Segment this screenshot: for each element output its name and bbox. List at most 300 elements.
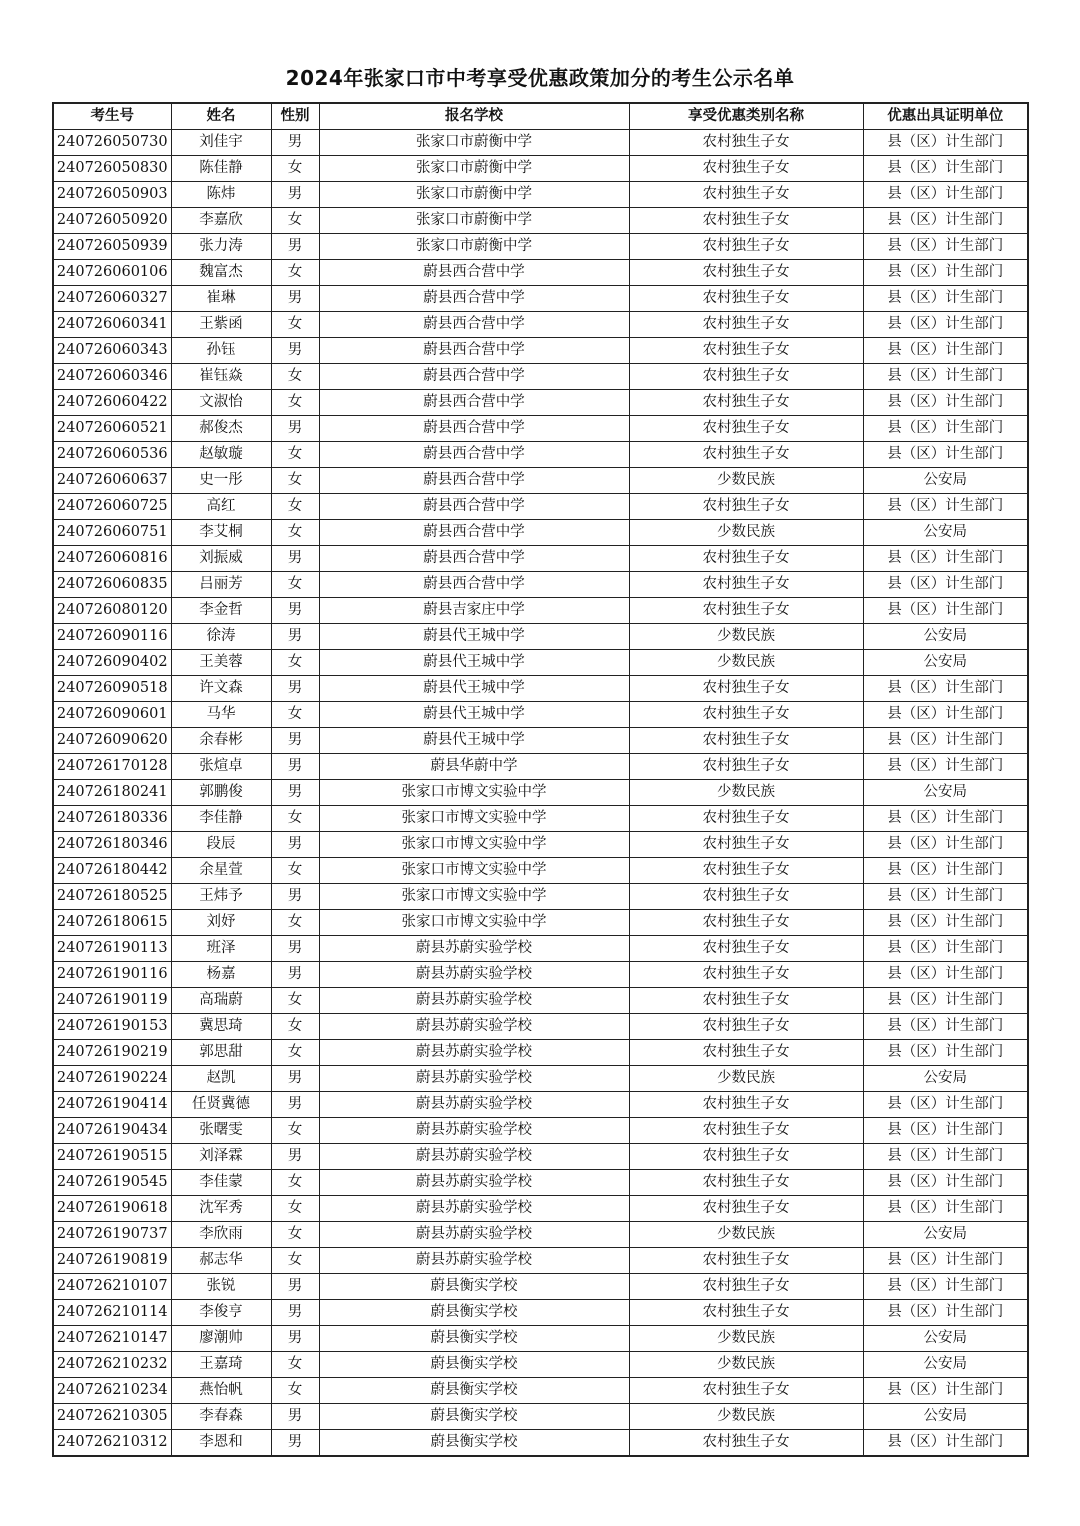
- preference-type-cell: 农村独生子女: [629, 546, 863, 572]
- preference-type-cell: 少数民族: [629, 468, 863, 494]
- school-cell: 蔚县苏蔚实验学校: [319, 1092, 629, 1118]
- table-row: [53, 702, 1028, 728]
- name-cell: 赵敏璇: [171, 442, 271, 468]
- certifying-unit-cell: 公安局: [863, 520, 1028, 546]
- certifying-unit-cell: 县（区）计生部门: [863, 546, 1028, 572]
- preference-type-cell: 农村独生子女: [629, 1118, 863, 1144]
- gender-cell: 女: [271, 364, 319, 390]
- preference-type-cell: 农村独生子女: [629, 702, 863, 728]
- school-cell: 蔚县苏蔚实验学校: [319, 1144, 629, 1170]
- exam-id-cell: 240726050730: [53, 130, 171, 156]
- table-row: [53, 1144, 1028, 1170]
- name-cell: 徐涛: [171, 624, 271, 650]
- gender-cell: 男: [271, 1274, 319, 1300]
- gender-cell: 女: [271, 260, 319, 286]
- gender-cell: 女: [271, 1352, 319, 1378]
- table-row: [53, 520, 1028, 546]
- certifying-unit-cell: 县（区）计生部门: [863, 962, 1028, 988]
- preference-type-cell: 农村独生子女: [629, 1014, 863, 1040]
- certifying-unit-cell: 县（区）计生部门: [863, 936, 1028, 962]
- name-cell: 孙钰: [171, 338, 271, 364]
- gender-cell: 男: [271, 624, 319, 650]
- table-row: [53, 754, 1028, 780]
- certifying-unit-cell: 县（区）计生部门: [863, 1092, 1028, 1118]
- exam-id-cell: 240726180346: [53, 832, 171, 858]
- name-cell: 郭思甜: [171, 1040, 271, 1066]
- gender-cell: 女: [271, 1222, 319, 1248]
- name-cell: 李恩和: [171, 1430, 271, 1457]
- school-cell: 蔚县苏蔚实验学校: [319, 1014, 629, 1040]
- gender-cell: 男: [271, 1430, 319, 1457]
- certifying-unit-cell: 公安局: [863, 1326, 1028, 1352]
- table-row: [53, 1118, 1028, 1144]
- name-cell: 高瑞蔚: [171, 988, 271, 1014]
- preference-type-cell: 农村独生子女: [629, 494, 863, 520]
- table-row: [53, 1404, 1028, 1430]
- table-row: [53, 260, 1028, 286]
- gender-cell: 女: [271, 1040, 319, 1066]
- preference-type-cell: 农村独生子女: [629, 312, 863, 338]
- certifying-unit-cell: 县（区）计生部门: [863, 1170, 1028, 1196]
- gender-cell: 男: [271, 832, 319, 858]
- preference-type-cell: 少数民族: [629, 780, 863, 806]
- gender-cell: 女: [271, 520, 319, 546]
- preference-type-cell: 少数民族: [629, 650, 863, 676]
- name-cell: 杨嘉: [171, 962, 271, 988]
- certifying-unit-cell: 公安局: [863, 468, 1028, 494]
- school-cell: 蔚县衡实学校: [319, 1300, 629, 1326]
- certifying-unit-cell: 县（区）计生部门: [863, 598, 1028, 624]
- certifying-unit-cell: 县（区）计生部门: [863, 806, 1028, 832]
- gender-cell: 女: [271, 1170, 319, 1196]
- preference-type-cell: 少数民族: [629, 520, 863, 546]
- certifying-unit-cell: 公安局: [863, 650, 1028, 676]
- preference-type-cell: 农村独生子女: [629, 1092, 863, 1118]
- preference-type-cell: 少数民族: [629, 624, 863, 650]
- name-cell: 李艾桐: [171, 520, 271, 546]
- certifying-unit-cell: 县（区）计生部门: [863, 390, 1028, 416]
- name-cell: 马华: [171, 702, 271, 728]
- preference-type-cell: 农村独生子女: [629, 364, 863, 390]
- table-row: [53, 312, 1028, 338]
- name-cell: 张力涛: [171, 234, 271, 260]
- gender-cell: 女: [271, 390, 319, 416]
- preference-type-cell: 农村独生子女: [629, 1248, 863, 1274]
- school-cell: 蔚县西合营中学: [319, 338, 629, 364]
- name-cell: 李俊亨: [171, 1300, 271, 1326]
- exam-id-cell: 240726180615: [53, 910, 171, 936]
- certifying-unit-cell: 公安局: [863, 1404, 1028, 1430]
- column-header-exam-id: 考生号: [53, 103, 171, 130]
- preference-type-cell: 农村独生子女: [629, 832, 863, 858]
- school-cell: 蔚县代王城中学: [319, 650, 629, 676]
- exam-id-cell: 240726060637: [53, 468, 171, 494]
- certifying-unit-cell: 县（区）计生部门: [863, 364, 1028, 390]
- table-row: [53, 1040, 1028, 1066]
- gender-cell: 女: [271, 312, 319, 338]
- preference-type-cell: 农村独生子女: [629, 1196, 863, 1222]
- certifying-unit-cell: 县（区）计生部门: [863, 156, 1028, 182]
- table-row: [53, 1352, 1028, 1378]
- name-cell: 史一彤: [171, 468, 271, 494]
- name-cell: 许文森: [171, 676, 271, 702]
- preference-type-cell: 农村独生子女: [629, 676, 863, 702]
- table-row: [53, 1196, 1028, 1222]
- table-row: [53, 1066, 1028, 1092]
- certifying-unit-cell: 县（区）计生部门: [863, 754, 1028, 780]
- table-row: [53, 806, 1028, 832]
- preference-type-cell: 农村独生子女: [629, 156, 863, 182]
- certifying-unit-cell: 县（区）计生部门: [863, 286, 1028, 312]
- certifying-unit-cell: 县（区）计生部门: [863, 1274, 1028, 1300]
- name-cell: 张煊卓: [171, 754, 271, 780]
- exam-id-cell: 240726210114: [53, 1300, 171, 1326]
- table-row: [53, 1378, 1028, 1404]
- school-cell: 张家口市蔚衡中学: [319, 208, 629, 234]
- certifying-unit-cell: 县（区）计生部门: [863, 234, 1028, 260]
- exam-id-cell: 240726050920: [53, 208, 171, 234]
- name-cell: 郝志华: [171, 1248, 271, 1274]
- table-row: [53, 442, 1028, 468]
- school-cell: 蔚县代王城中学: [319, 728, 629, 754]
- column-header-gender: 性别: [271, 103, 319, 130]
- table-row: [53, 1248, 1028, 1274]
- school-cell: 蔚县衡实学校: [319, 1274, 629, 1300]
- exam-id-cell: 240726190224: [53, 1066, 171, 1092]
- school-cell: 蔚县华蔚中学: [319, 754, 629, 780]
- exam-id-cell: 240726190618: [53, 1196, 171, 1222]
- table-row: [53, 1430, 1028, 1457]
- table-row: [53, 286, 1028, 312]
- name-cell: 张曙雯: [171, 1118, 271, 1144]
- exam-id-cell: 240726190116: [53, 962, 171, 988]
- table-row: [53, 780, 1028, 806]
- gender-cell: 男: [271, 936, 319, 962]
- preference-type-cell: 农村独生子女: [629, 286, 863, 312]
- table-row: [53, 1274, 1028, 1300]
- school-cell: 蔚县代王城中学: [319, 676, 629, 702]
- exam-id-cell: 240726080120: [53, 598, 171, 624]
- preference-type-cell: 农村独生子女: [629, 1378, 863, 1404]
- school-cell: 蔚县代王城中学: [319, 702, 629, 728]
- preference-type-cell: 农村独生子女: [629, 1040, 863, 1066]
- table-row: [53, 858, 1028, 884]
- school-cell: 蔚县衡实学校: [319, 1430, 629, 1457]
- school-cell: 张家口市博文实验中学: [319, 884, 629, 910]
- certifying-unit-cell: 县（区）计生部门: [863, 494, 1028, 520]
- gender-cell: 女: [271, 910, 319, 936]
- name-cell: 崔琳: [171, 286, 271, 312]
- school-cell: 蔚县西合营中学: [319, 572, 629, 598]
- table-row: [53, 962, 1028, 988]
- exam-id-cell: 240726060816: [53, 546, 171, 572]
- exam-id-cell: 240726060751: [53, 520, 171, 546]
- table-row: [53, 1014, 1028, 1040]
- gender-cell: 女: [271, 806, 319, 832]
- exam-id-cell: 240726060106: [53, 260, 171, 286]
- school-cell: 蔚县衡实学校: [319, 1352, 629, 1378]
- school-cell: 蔚县西合营中学: [319, 520, 629, 546]
- table-row: [53, 338, 1028, 364]
- gender-cell: 女: [271, 208, 319, 234]
- gender-cell: 男: [271, 598, 319, 624]
- gender-cell: 男: [271, 338, 319, 364]
- exam-id-cell: 240726090601: [53, 702, 171, 728]
- certifying-unit-cell: 县（区）计生部门: [863, 1196, 1028, 1222]
- gender-cell: 男: [271, 676, 319, 702]
- preference-type-cell: 农村独生子女: [629, 728, 863, 754]
- preference-type-cell: 农村独生子女: [629, 1144, 863, 1170]
- name-cell: 高红: [171, 494, 271, 520]
- preference-type-cell: 农村独生子女: [629, 1170, 863, 1196]
- certifying-unit-cell: 县（区）计生部门: [863, 1430, 1028, 1457]
- name-cell: 王美蓉: [171, 650, 271, 676]
- certifying-unit-cell: 县（区）计生部门: [863, 1014, 1028, 1040]
- name-cell: 任贤冀德: [171, 1092, 271, 1118]
- school-cell: 蔚县苏蔚实验学校: [319, 1066, 629, 1092]
- table-row: [53, 416, 1028, 442]
- school-cell: 蔚县吉家庄中学: [319, 598, 629, 624]
- preference-type-cell: 农村独生子女: [629, 338, 863, 364]
- gender-cell: 男: [271, 286, 319, 312]
- exam-id-cell: 240726060422: [53, 390, 171, 416]
- preference-type-cell: 少数民族: [629, 1352, 863, 1378]
- exam-id-cell: 240726190119: [53, 988, 171, 1014]
- name-cell: 陈炜: [171, 182, 271, 208]
- school-cell: 蔚县衡实学校: [319, 1378, 629, 1404]
- exam-id-cell: 240726210232: [53, 1352, 171, 1378]
- name-cell: 郭鹏俊: [171, 780, 271, 806]
- exam-id-cell: 240726050830: [53, 156, 171, 182]
- certifying-unit-cell: 县（区）计生部门: [863, 1040, 1028, 1066]
- name-cell: 陈佳静: [171, 156, 271, 182]
- school-cell: 蔚县苏蔚实验学校: [319, 1248, 629, 1274]
- certifying-unit-cell: 县（区）计生部门: [863, 182, 1028, 208]
- table-row: [53, 1326, 1028, 1352]
- school-cell: 张家口市博文实验中学: [319, 806, 629, 832]
- certifying-unit-cell: 县（区）计生部门: [863, 442, 1028, 468]
- table-body: [53, 130, 1028, 1457]
- gender-cell: 女: [271, 858, 319, 884]
- table-row: [53, 208, 1028, 234]
- gender-cell: 女: [271, 1248, 319, 1274]
- gender-cell: 女: [271, 1378, 319, 1404]
- name-cell: 李佳静: [171, 806, 271, 832]
- gender-cell: 女: [271, 1014, 319, 1040]
- exam-id-cell: 240726210234: [53, 1378, 171, 1404]
- gender-cell: 女: [271, 988, 319, 1014]
- certifying-unit-cell: 县（区）计生部门: [863, 858, 1028, 884]
- name-cell: 李佳蒙: [171, 1170, 271, 1196]
- table-row: [53, 1222, 1028, 1248]
- gender-cell: 男: [271, 962, 319, 988]
- exam-id-cell: 240726180241: [53, 780, 171, 806]
- certifying-unit-cell: 县（区）计生部门: [863, 1248, 1028, 1274]
- gender-cell: 女: [271, 572, 319, 598]
- preference-type-cell: 农村独生子女: [629, 1274, 863, 1300]
- preference-type-cell: 农村独生子女: [629, 988, 863, 1014]
- preference-type-cell: 农村独生子女: [629, 442, 863, 468]
- school-cell: 张家口市蔚衡中学: [319, 130, 629, 156]
- exam-id-cell: 240726060327: [53, 286, 171, 312]
- gender-cell: 男: [271, 234, 319, 260]
- exam-id-cell: 240726060343: [53, 338, 171, 364]
- exam-id-cell: 240726090518: [53, 676, 171, 702]
- preference-type-cell: 农村独生子女: [629, 130, 863, 156]
- table-row: [53, 494, 1028, 520]
- exam-id-cell: 240726060835: [53, 572, 171, 598]
- gender-cell: 男: [271, 1066, 319, 1092]
- name-cell: 魏富杰: [171, 260, 271, 286]
- column-header-certifying-unit: 优惠出具证明单位: [863, 103, 1028, 130]
- name-cell: 张锐: [171, 1274, 271, 1300]
- certifying-unit-cell: 公安局: [863, 624, 1028, 650]
- school-cell: 张家口市蔚衡中学: [319, 234, 629, 260]
- preference-type-cell: 农村独生子女: [629, 390, 863, 416]
- name-cell: 王嘉琦: [171, 1352, 271, 1378]
- school-cell: 蔚县苏蔚实验学校: [319, 936, 629, 962]
- preference-type-cell: 农村独生子女: [629, 416, 863, 442]
- certifying-unit-cell: 县（区）计生部门: [863, 1144, 1028, 1170]
- preference-type-cell: 农村独生子女: [629, 182, 863, 208]
- table-row: [53, 1170, 1028, 1196]
- certifying-unit-cell: 县（区）计生部门: [863, 728, 1028, 754]
- school-cell: 张家口市博文实验中学: [319, 858, 629, 884]
- certifying-unit-cell: 县（区）计生部门: [863, 312, 1028, 338]
- certifying-unit-cell: 县（区）计生部门: [863, 702, 1028, 728]
- exam-id-cell: 240726210107: [53, 1274, 171, 1300]
- preference-type-cell: 农村独生子女: [629, 806, 863, 832]
- certifying-unit-cell: 公安局: [863, 1066, 1028, 1092]
- certifying-unit-cell: 县（区）计生部门: [863, 832, 1028, 858]
- school-cell: 蔚县西合营中学: [319, 364, 629, 390]
- school-cell: 张家口市博文实验中学: [319, 780, 629, 806]
- gender-cell: 女: [271, 156, 319, 182]
- school-cell: 蔚县西合营中学: [319, 546, 629, 572]
- exam-id-cell: 240726190819: [53, 1248, 171, 1274]
- name-cell: 吕丽芳: [171, 572, 271, 598]
- exam-id-cell: 240726190515: [53, 1144, 171, 1170]
- table-row: [53, 572, 1028, 598]
- preference-type-cell: 农村独生子女: [629, 936, 863, 962]
- preference-type-cell: 农村独生子女: [629, 260, 863, 286]
- table-row: [53, 468, 1028, 494]
- name-cell: 文淑怡: [171, 390, 271, 416]
- preference-type-cell: 农村独生子女: [629, 962, 863, 988]
- name-cell: 刘佳宇: [171, 130, 271, 156]
- table-row: [53, 546, 1028, 572]
- name-cell: 燕怡帆: [171, 1378, 271, 1404]
- table-header-row: [53, 103, 1028, 130]
- preference-type-cell: 农村独生子女: [629, 1430, 863, 1457]
- gender-cell: 男: [271, 1404, 319, 1430]
- preference-type-cell: 农村独生子女: [629, 884, 863, 910]
- preference-type-cell: 农村独生子女: [629, 754, 863, 780]
- gender-cell: 男: [271, 780, 319, 806]
- preference-type-cell: 农村独生子女: [629, 910, 863, 936]
- table-row: [53, 234, 1028, 260]
- certifying-unit-cell: 县（区）计生部门: [863, 910, 1028, 936]
- school-cell: 蔚县西合营中学: [319, 390, 629, 416]
- certifying-unit-cell: 县（区）计生部门: [863, 416, 1028, 442]
- page-title: 2024年张家口市中考享受优惠政策加分的考生公示名单: [285, 66, 795, 90]
- exam-id-cell: 240726090116: [53, 624, 171, 650]
- exam-id-cell: 240726170128: [53, 754, 171, 780]
- name-cell: 王紫函: [171, 312, 271, 338]
- exam-id-cell: 240726180442: [53, 858, 171, 884]
- school-cell: 蔚县西合营中学: [319, 416, 629, 442]
- table-row: [53, 910, 1028, 936]
- exam-id-cell: 240726190737: [53, 1222, 171, 1248]
- school-cell: 蔚县苏蔚实验学校: [319, 988, 629, 1014]
- exam-id-cell: 240726210147: [53, 1326, 171, 1352]
- school-cell: 蔚县衡实学校: [319, 1404, 629, 1430]
- certifying-unit-cell: 县（区）计生部门: [863, 338, 1028, 364]
- name-cell: 王炜予: [171, 884, 271, 910]
- preference-type-cell: 农村独生子女: [629, 234, 863, 260]
- gender-cell: 女: [271, 702, 319, 728]
- gender-cell: 女: [271, 650, 319, 676]
- table-row: [53, 884, 1028, 910]
- table-row: [53, 988, 1028, 1014]
- exam-id-cell: 240726190219: [53, 1040, 171, 1066]
- table-row: [53, 624, 1028, 650]
- exam-id-cell: 240726090402: [53, 650, 171, 676]
- gender-cell: 男: [271, 1144, 319, 1170]
- school-cell: 蔚县代王城中学: [319, 624, 629, 650]
- preference-type-cell: 农村独生子女: [629, 858, 863, 884]
- gender-cell: 女: [271, 442, 319, 468]
- name-cell: 赵凯: [171, 1066, 271, 1092]
- name-cell: 段辰: [171, 832, 271, 858]
- school-cell: 蔚县西合营中学: [319, 494, 629, 520]
- name-cell: 李嘉欣: [171, 208, 271, 234]
- preference-type-cell: 农村独生子女: [629, 572, 863, 598]
- certifying-unit-cell: 县（区）计生部门: [863, 1300, 1028, 1326]
- certifying-unit-cell: 县（区）计生部门: [863, 676, 1028, 702]
- certifying-unit-cell: 公安局: [863, 1222, 1028, 1248]
- preference-type-cell: 少数民族: [629, 1222, 863, 1248]
- name-cell: 郝俊杰: [171, 416, 271, 442]
- exam-id-cell: 240726060346: [53, 364, 171, 390]
- name-cell: 廖潮帅: [171, 1326, 271, 1352]
- certifying-unit-cell: 公安局: [863, 1352, 1028, 1378]
- table-row: [53, 1300, 1028, 1326]
- name-cell: 余星萱: [171, 858, 271, 884]
- table-row: [53, 936, 1028, 962]
- exam-id-cell: 240726180336: [53, 806, 171, 832]
- school-cell: 蔚县苏蔚实验学校: [319, 1170, 629, 1196]
- school-cell: 蔚县西合营中学: [319, 286, 629, 312]
- name-cell: 班泽: [171, 936, 271, 962]
- candidate-table: [52, 102, 1029, 1457]
- certifying-unit-cell: 县（区）计生部门: [863, 1118, 1028, 1144]
- table-row: [53, 130, 1028, 156]
- exam-id-cell: 240726190545: [53, 1170, 171, 1196]
- certifying-unit-cell: 公安局: [863, 780, 1028, 806]
- exam-id-cell: 240726090620: [53, 728, 171, 754]
- gender-cell: 男: [271, 416, 319, 442]
- exam-id-cell: 240726190113: [53, 936, 171, 962]
- name-cell: 崔钰焱: [171, 364, 271, 390]
- preference-type-cell: 农村独生子女: [629, 598, 863, 624]
- gender-cell: 男: [271, 546, 319, 572]
- table-row: [53, 832, 1028, 858]
- exam-id-cell: 240726060536: [53, 442, 171, 468]
- certifying-unit-cell: 县（区）计生部门: [863, 572, 1028, 598]
- gender-cell: 男: [271, 130, 319, 156]
- school-cell: 张家口市博文实验中学: [319, 910, 629, 936]
